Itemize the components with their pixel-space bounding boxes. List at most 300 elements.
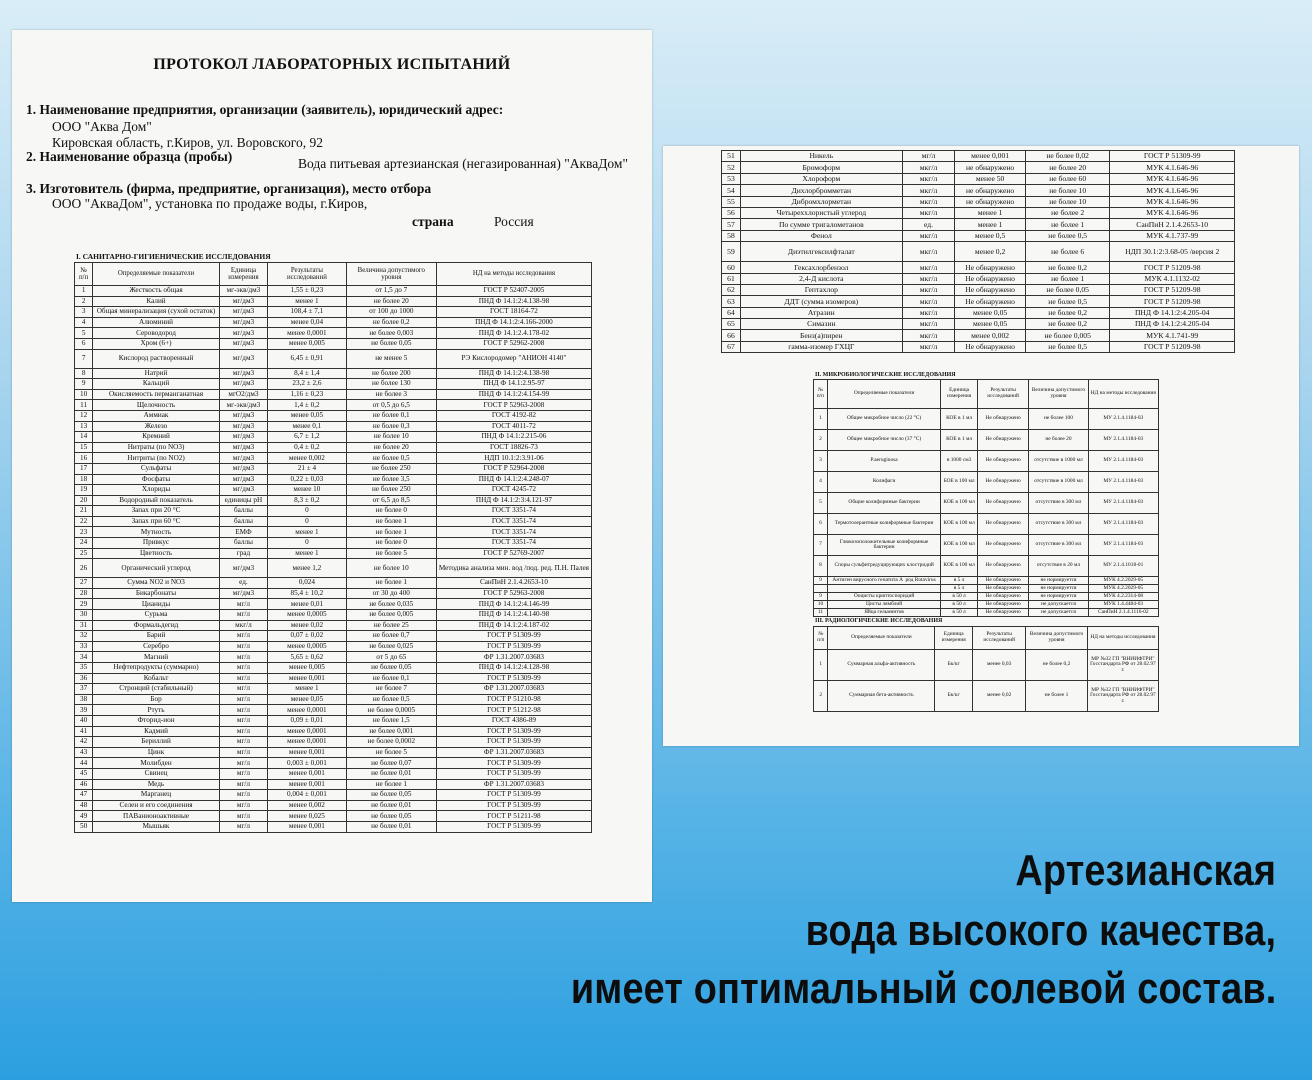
table-cell: не более 0,02 [1025,151,1109,162]
table-cell: мг/л [902,151,954,162]
table-row [75,338,592,349]
table-cell: мг/л [219,715,267,726]
table-cell: ПНД Ф 14.1:2:4.140-98 [436,610,591,621]
table-cell: ГОСТ Р 51309-99 [436,673,591,684]
table-cell: мг/л [219,663,267,674]
table-row [722,296,1235,307]
table-cell: Не обнаружено [977,601,1028,609]
table-row [75,610,592,621]
table-cell: 41 [75,726,93,737]
table-cell: не более 1 [346,527,436,538]
table-cell: мг/дм3 [219,588,267,599]
table-cell: 25 [75,548,93,559]
table-cell: град [219,548,267,559]
table-cell: 108,4 ± 7,1 [268,307,347,318]
table-cell: 17 [75,463,93,474]
table-cell: Общее микробное число (37 °С) [827,430,940,451]
table-cell: ГОСТ Р 51209-98 [1110,262,1235,273]
table-row [814,593,1159,601]
table-cell: Яйца гельминтов [827,609,940,617]
table-cell: менее 50 [955,173,1026,184]
table-cell: Кобальт [93,673,220,684]
table-cell: не более 0,05 [1025,284,1109,295]
table-cell: Термотолерантные колиформные бактерии [827,514,940,535]
column-header: Результаты исследований [973,627,1026,650]
table-cell: ГОСТ Р 51309-99 [1110,151,1235,162]
table-cell: КОЕ в 1 мл [941,430,978,451]
table-cell: ПНД Ф 14.1:2:4.166-2000 [436,317,591,328]
table-cell: менее 1 [268,684,347,695]
table-cell: ЕМФ [219,527,267,538]
table-cell: не более 1 [346,578,436,589]
table-cell: По сумме тригалометанов [740,219,902,230]
table-cell: 20 [75,495,93,506]
table-cell: ГОСТ 18164-72 [436,307,591,318]
table-cell: 44 [75,758,93,769]
table-cell: менее 1 [268,548,347,559]
item3-label: 3. Изготовитель (фирма, предприятие, организация), место отбора [26,181,432,196]
table-cell: от 0,5 до 6,5 [346,400,436,411]
table-cell: 62 [722,284,741,295]
table-cell: Мышьяк [93,821,220,832]
table-cell: ПНД Ф 14.1:2:4.146-99 [436,599,591,610]
table-cell: 59 [722,242,741,262]
country-label: страна [412,214,454,229]
table-cell: мг/л [219,811,267,822]
table-cell: не более 3 [346,389,436,400]
table-cell: ГОСТ Р 51309-99 [436,768,591,779]
table-cell: баллы [219,538,267,549]
table-row [814,493,1159,514]
table-cell: не более 10 [1025,185,1109,196]
table-row [75,694,592,705]
table-cell: не более 0,01 [346,821,436,832]
table-row [722,341,1235,352]
table-cell: менее 0,005 [268,338,347,349]
table-cell: 3 [814,451,828,472]
table-cell: мкг/л [902,307,954,318]
table-cell: мг/л [219,652,267,663]
table-row [75,663,592,674]
table-cell: Кремний [93,432,220,443]
table-cell: Дихлорбромметан [740,185,902,196]
table-row [722,262,1235,273]
table-cell: не обнаружено [955,162,1026,173]
table-cell: Никель [740,151,902,162]
column-header: № п/п [814,380,828,409]
table-cell: Серебро [93,641,220,652]
table-cell: менее 0,1 [268,421,347,432]
table-cell: Нефтепродукты (суммарно) [93,663,220,674]
column-header: Определяемые показатели [828,627,935,650]
table-cell: мг/л [219,694,267,705]
table-cell: менее 0,001 [268,768,347,779]
table-cell: мг/л [219,641,267,652]
table-row [75,737,592,748]
table-cell: мкг/л [902,319,954,330]
table-row [75,768,592,779]
table-cell: 2,4-Д кислота [740,273,902,284]
table-cell: ДДТ (сумма изомеров) [740,296,902,307]
table-cell: менее 0,001 [955,151,1026,162]
table-cell: 0,003 ± 0,001 [268,758,347,769]
table-cell: 4 [75,317,93,328]
table-row [75,652,592,663]
table-cell: Глюкозоположительные колиформные бактерии [827,535,940,556]
table-cell: мг/л [219,779,267,790]
table-cell: не более 0,2 [1025,262,1109,273]
table-cell: 0,22 ± 0,03 [268,474,347,485]
table-cell: МУК 4.1.737-99 [1110,230,1235,241]
table-row [722,162,1235,173]
table-cell: Не обнаружено [977,514,1028,535]
table-row [722,230,1235,241]
table-cell: мг/л [219,768,267,779]
table-cell: Не обнаружено [977,593,1028,601]
table-cell: мг/дм3 [219,349,267,368]
table-cell: 55 [722,196,741,207]
table-cell: БОЕ в 100 мл [941,472,978,493]
table-row [75,631,592,642]
table-cell: менее 0,0005 [268,641,347,652]
table-cell: 6 [814,514,828,535]
table-cell: 31 [75,620,93,631]
table-cell: Аммиак [93,410,220,421]
table-cell: 33 [75,641,93,652]
table-row [814,681,1159,712]
table-cell: мг/дм3 [219,410,267,421]
table-cell: МУК 1.4.4484-03 [1088,601,1158,609]
column-header: № п/п [814,627,828,650]
table-cell: не более 0,005 [1025,330,1109,341]
table-cell: Диэтилгексилфталат [740,242,902,262]
table-cell: мг/дм3 [219,432,267,443]
table-cell: ГОСТ 18826-73 [436,442,591,453]
table-cell: не более 25 [346,620,436,631]
table-cell: не обнаружено [955,196,1026,207]
table-cell: 21 [75,506,93,517]
table-row [75,453,592,464]
table-cell: 51 [722,151,741,162]
table-cell: мг/л [219,599,267,610]
table-row [722,273,1235,284]
table-cell: не более 130 [346,379,436,390]
table-cell: ГОСТ 4192-82 [436,410,591,421]
table-cell: ГОСТ Р 51209-98 [1110,296,1235,307]
table-cell: Кадмий [93,726,220,737]
table-row [814,514,1159,535]
table-cell: 29 [75,599,93,610]
table-cell: 9 [75,379,93,390]
table-cell: в 50 л [941,609,978,617]
table-row [75,389,592,400]
table-cell: от 30 до 400 [346,588,436,599]
table-row [75,442,592,453]
table-cell: не более 10 [346,559,436,578]
table-cell: 63 [722,296,741,307]
table-cell: 32 [75,631,93,642]
slogan-line-3: имеет оптимальный солевой состав. [570,964,1276,1013]
table-cell: ПАВанионоактивные [93,811,220,822]
table-row [75,463,592,474]
table-cell: 24 [75,538,93,549]
table-cell: 23 [75,527,93,538]
table-cell: Не обнаружено [955,262,1026,273]
table-cell: ед. [902,219,954,230]
radio-caption: III. РАДИОЛОГИЧЕСКИЕ ИССЛЕДОВАНИЯ [815,618,943,624]
table-cell: ПНД Ф 14.1:2.95-97 [436,379,591,390]
applicant-address: Кировская область, г.Киров, ул. Воровского, 92 [52,135,324,150]
table-cell: 5 [814,493,828,514]
table-cell: не нормируется [1029,593,1088,601]
table-cell: ПНД Ф 14.1:2.4.178-02 [436,328,591,339]
table-cell: Не обнаружено [977,535,1028,556]
table-cell: НДП 10.1:2:3.91-06 [436,453,591,464]
table-cell: МУК 4.1.646-96 [1110,207,1235,218]
table-cell: МУ 2.1.4.1184-03 [1088,514,1158,535]
table-cell: мг/дм3 [219,317,267,328]
table-cell: ГОСТ Р 51209-98 [1110,284,1235,295]
table-cell: Не обнаружено [977,409,1028,430]
table-cell: ГОСТ Р 51309-99 [436,631,591,642]
protocol-title: ПРОТОКОЛ ЛАБОРАТОРНЫХ ИСПЫТАНИЙ [153,56,511,73]
table-cell: не допускается [1029,609,1088,617]
table-cell: Алюминий [93,317,220,328]
table-cell: в 1000 см3 [941,451,978,472]
table-cell: не более 5 [346,747,436,758]
table-cell: ГОСТ 3351-74 [436,516,591,527]
table-cell: СанПиН 2.1.4.2653-10 [436,578,591,589]
table-cell: мг/л [219,705,267,716]
table-cell: Кислород растворенный [93,349,220,368]
table-cell: не более 1 [346,779,436,790]
table-row [75,821,592,832]
table-cell: МУК 4.2.2029-05 [1088,577,1158,585]
table-cell: Фторид-ион [93,715,220,726]
table-cell: менее 0,0001 [268,737,347,748]
table-cell: мг/л [219,758,267,769]
table-cell: мг/л [219,726,267,737]
table-cell: Цветность [93,548,220,559]
table-cell: менее 1 [955,219,1026,230]
table-cell: 52 [722,162,741,173]
table-row [722,185,1235,196]
table-cell: единицы pH [219,495,267,506]
table-row [75,559,592,578]
table-cell: 9 [814,577,828,585]
table-cell: 14 [75,432,93,443]
table-cell: МУ 2.1.4.1184-03 [1088,451,1158,472]
table-cell: Гептахлор [740,284,902,295]
table-cell: 15 [75,442,93,453]
table-cell: 46 [75,779,93,790]
table-cell: Не обнаружено [977,577,1028,585]
table-cell: мг/дм3 [219,474,267,485]
table-cell: 57 [722,219,741,230]
table-cell: P.aeruginosa [827,451,940,472]
table-cell: ПНД Ф 14.1:2:4.187-02 [436,620,591,631]
table-cell: Сумма NO2 и NO3 [93,578,220,589]
slogan-line-1: Артезианская [1015,846,1276,895]
table-cell: ПНД Ф 14.1:2.215-06 [436,432,591,443]
table-cell: не более 20 [1025,162,1109,173]
table-cell: Общее микробное число (22 °С) [827,409,940,430]
sanitary-caption: I. САНИТАРНО-ГИГИЕНИЧЕСКИЕ ИССЛЕДОВАНИЯ [76,252,271,261]
table-cell: 56 [722,207,741,218]
table-row [75,548,592,559]
table-row [75,684,592,695]
table-row [75,379,592,390]
table-cell: 39 [75,705,93,716]
table-cell: не более 200 [346,368,436,379]
table-cell: не более 100 [1029,409,1088,430]
table-cell: гамма-изомер ГХЦГ [740,341,902,352]
table-cell: Не обнаружено [955,273,1026,284]
table-cell: ГОСТ Р 51309-99 [436,726,591,737]
table-row [75,578,592,589]
table-cell: менее 0,03 [973,650,1026,681]
table-cell: ГОСТ Р 52769-2007 [436,548,591,559]
table-cell: КОЕ в 100 мл [941,514,978,535]
table-cell: ГОСТ 3351-74 [436,527,591,538]
table-cell: мг/л [219,610,267,621]
table-cell: не менее 5 [346,349,436,368]
table-cell: в 5 л [941,577,978,585]
table-cell: 53 [722,173,741,184]
item1-label: 1. Наименование предприятия, организации (заявитель), юридический адрес: [26,102,504,117]
table-cell: ГОСТ 4011-72 [436,421,591,432]
table-cell: ПНД Ф 14.1:2:4.154-99 [436,389,591,400]
table-cell: мг/дм3 [219,485,267,496]
table-cell: 13 [75,421,93,432]
table-cell: КОЕ в 100 мл [941,493,978,514]
table-cell: ГОСТ Р 52407-2005 [436,286,591,297]
table-cell: Мутность [93,527,220,538]
table-cell: МУ 2.1.4.1184-03 [1088,535,1158,556]
table-cell: менее 1 [268,527,347,538]
table-cell: не более 5 [346,548,436,559]
table-row [75,307,592,318]
table-cell: ФР 1.31.2007.03683 [436,747,591,758]
table-cell: МУК 4.1.646-96 [1110,162,1235,173]
sanitary-table [74,262,592,833]
table-cell: Нитриты (по NO2) [93,453,220,464]
table-cell: мг/дм3 [219,296,267,307]
table-row [75,588,592,599]
table-cell: 4 [814,472,828,493]
table-cell: Кальций [93,379,220,390]
table-row [75,641,592,652]
table-cell: менее 0,002 [268,800,347,811]
table-row [722,219,1235,230]
table-cell: не более 20 [1029,430,1088,451]
table-cell: не более 0 [346,506,436,517]
table-cell: 65 [722,319,741,330]
table-cell: МУ 2.1.4.1184-03 [1088,409,1158,430]
table-cell: 0 [268,538,347,549]
table-cell: Суммарная бета-активность [828,681,935,712]
table-cell: менее 0,001 [268,673,347,684]
table-cell: Колифаги [827,472,940,493]
table-cell: МУК 4.1.646-96 [1110,185,1235,196]
table-cell: Общие колиформные бактерии [827,493,940,514]
table-cell: Ооцисты криптоспоридий [827,593,940,601]
table-cell: ГОСТ Р 51309-99 [436,790,591,801]
table-cell: не более 0,07 [346,758,436,769]
table-row [75,349,592,368]
table-cell: отсутствие в 300 мл [1029,535,1088,556]
table-cell: Ртуть [93,705,220,716]
table-cell: Свинец [93,768,220,779]
table-cell: Марганец [93,790,220,801]
column-header: НД на методы исследования [1088,380,1158,409]
table-cell: 36 [75,673,93,684]
table-row [75,779,592,790]
table-cell: не более 0,2 [346,317,436,328]
table-cell: Суммарная альфа-активность [828,650,935,681]
table-cell: менее 1 [955,207,1026,218]
table-cell: Не обнаружено [955,296,1026,307]
table-cell: Симазин [740,319,902,330]
table-row [75,620,592,631]
table-cell: КОЕ в 100 мл [941,535,978,556]
table-cell: Дибромхлорметан [740,196,902,207]
table-cell: 23,2 ± 2,6 [268,379,347,390]
table-cell: Бенз(а)пирен [740,330,902,341]
column-header: № п/п [75,263,93,286]
table-row [75,432,592,443]
table-cell: ПНД Ф 14.1:2:4.248-07 [436,474,591,485]
table-cell: не более 0,2 [1025,307,1109,318]
table-cell: 43 [75,747,93,758]
table-cell: не более 0,05 [346,811,436,822]
table-cell: МУК 4.1.646-96 [1110,173,1235,184]
table-cell: Не обнаружено [955,341,1026,352]
table-cell: менее 0,05 [268,694,347,705]
table-cell: Бромоформ [740,162,902,173]
table-cell: 1,16 ± 0,23 [268,389,347,400]
table-cell: менее 0,02 [268,620,347,631]
table-cell: менее 0,001 [268,821,347,832]
table-cell: МУК 4.2.2314-08 [1088,593,1158,601]
table-cell: Стронций (стабильный) [93,684,220,695]
table-cell: не более 20 [346,442,436,453]
table-cell: Медь [93,779,220,790]
table-cell: 34 [75,652,93,663]
table-cell: 85,4 ± 10,2 [268,588,347,599]
table-cell: НДП 30.1:2:3.68-05 /версия 2 [1110,242,1235,262]
table-row [814,409,1159,430]
table-cell: ГОСТ Р 51210-98 [436,694,591,705]
table-cell: мгО2/дм3 [219,389,267,400]
table-cell: мг/дм3 [219,463,267,474]
table-cell: не обнаружено [955,185,1026,196]
table-cell: не более 1 [346,516,436,527]
table-cell: 0,09 ± 0,01 [268,715,347,726]
applicant-name: ООО "Аква Дом" [52,119,152,134]
table-cell: Атразин [740,307,902,318]
table-cell: мг/л [219,737,267,748]
table-cell: 8,3 ± 0,2 [268,495,347,506]
slogan-line-2: вода высокого качества, [805,906,1276,955]
table-cell: МУ 2.1.4.1018-01 [1088,556,1158,577]
table-cell: 2 [814,681,828,712]
table-cell: 38 [75,694,93,705]
table-cell: ПНД Ф 14.1:2:3:4.121-97 [436,495,591,506]
table-cell: баллы [219,506,267,517]
column-header: Величина допустимого уровня [1029,380,1088,409]
table-cell: ПНД Ф 14.1:2:4.205-04 [1110,319,1235,330]
